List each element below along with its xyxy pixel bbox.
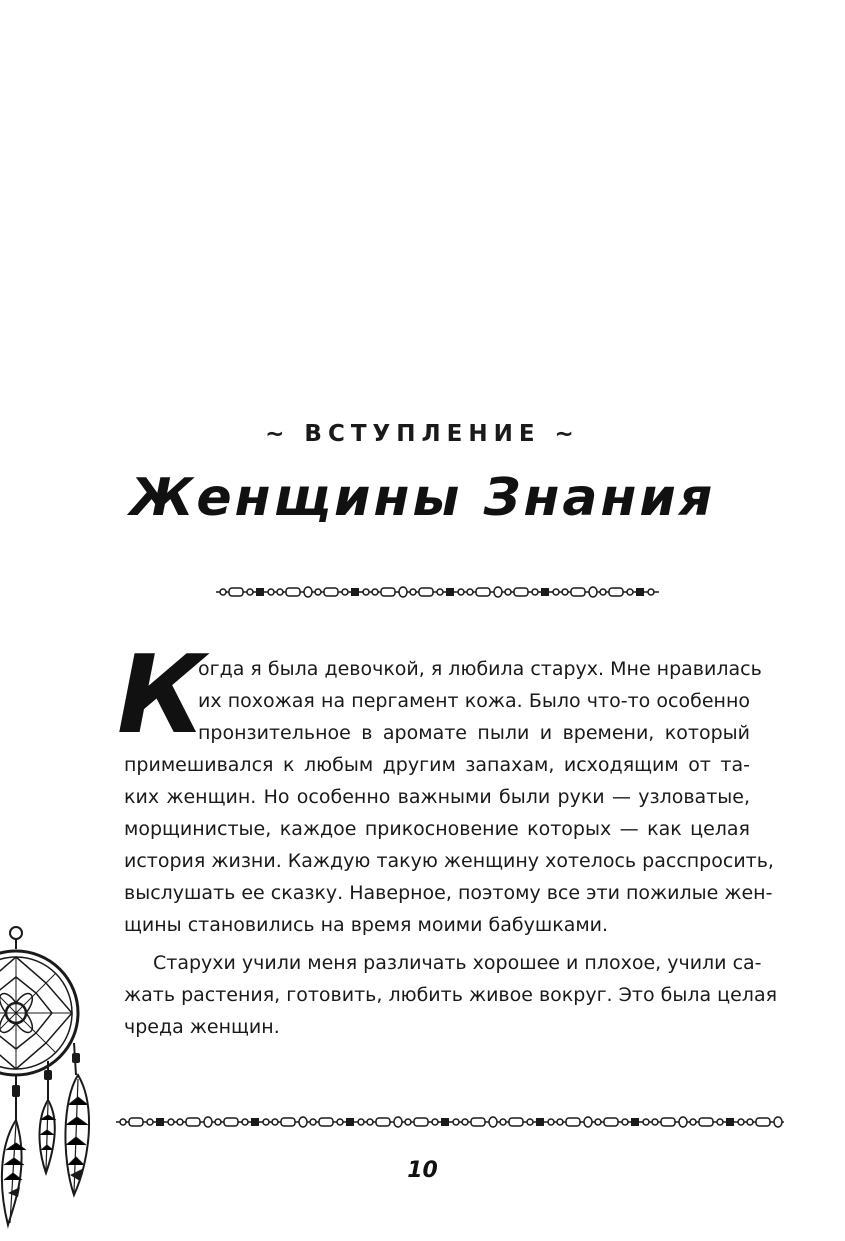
bead: [471, 1118, 485, 1126]
bead: [414, 1118, 428, 1126]
bead: [571, 588, 585, 596]
bead: [536, 1118, 544, 1126]
bead: [441, 1118, 449, 1126]
bead: [399, 587, 407, 597]
bead: [220, 589, 226, 595]
bead: [589, 587, 597, 597]
bead: [147, 1119, 153, 1125]
bead: [627, 589, 633, 595]
bead: [462, 1119, 468, 1125]
bead: [405, 1119, 411, 1125]
bead: [648, 589, 654, 595]
bead: [562, 589, 568, 595]
bead: [346, 1118, 354, 1126]
bead: [661, 1118, 675, 1126]
bead: [251, 1118, 259, 1126]
dreamcatcher-illustration: [0, 925, 112, 1241]
bead: [432, 1119, 438, 1125]
bead: [204, 1117, 212, 1127]
bead: [738, 1119, 744, 1125]
bead: [304, 587, 312, 597]
text-line: ких женщин. Но особенно важными были руки — узловатые,: [124, 786, 750, 808]
bead: [394, 1117, 402, 1127]
bead: [699, 1118, 713, 1126]
bead: [242, 1119, 248, 1125]
bead: [310, 1119, 316, 1125]
bead: [319, 1118, 333, 1126]
bead: [410, 589, 416, 595]
bead: [514, 588, 528, 596]
bead: [584, 1117, 592, 1127]
bead: [509, 1118, 523, 1126]
bead: [557, 1119, 563, 1125]
bead: [747, 1119, 753, 1125]
bead: [494, 587, 502, 597]
bead: [446, 588, 454, 596]
bead: [263, 1119, 269, 1125]
text-line: выслушать ее сказку. Наверное, поэтому все эти пожилые жен-: [124, 882, 773, 904]
bead: [286, 588, 300, 596]
drop-cap: К: [117, 633, 206, 758]
bead: [156, 1118, 164, 1126]
text-line: примешивался к любым другим запахам, исходящим от та-: [124, 754, 750, 776]
text-line: морщинистые, каждое прикосновение которых — как целая: [124, 818, 750, 840]
bead: [774, 1117, 782, 1127]
bead: [566, 1118, 580, 1126]
bead: [476, 588, 490, 596]
bead: [337, 1119, 343, 1125]
bead: [277, 589, 283, 595]
bead: [224, 1118, 238, 1126]
bead: [437, 589, 443, 595]
bead: [177, 1119, 183, 1125]
bead: [679, 1117, 687, 1127]
text-line: огда я была девочкой, я любила старух. Мне нравилась: [198, 658, 762, 680]
bead: [419, 588, 433, 596]
bead: [527, 1119, 533, 1125]
chapter-title: Женщины Знания: [129, 468, 716, 528]
bead: [726, 1118, 734, 1126]
text-line: их похожая на пергамент кожа. Было что-то особенно: [198, 690, 750, 712]
bead: [363, 589, 369, 595]
bead: [367, 1119, 373, 1125]
bead: [247, 589, 253, 595]
bead: [358, 1119, 364, 1125]
bead: [548, 1119, 554, 1125]
bead: [186, 1118, 200, 1126]
bead: [636, 588, 644, 596]
bead: [453, 1119, 459, 1125]
bead: [120, 1119, 126, 1125]
bead: [553, 589, 559, 595]
bead: [272, 1119, 278, 1125]
bead: [376, 1118, 390, 1126]
bead: [595, 1119, 601, 1125]
text-line: жать растения, готовить, любить живое вокруг. Это была целая: [124, 984, 778, 1006]
bead: [256, 588, 264, 596]
page-number: 10: [407, 1158, 438, 1183]
bead: [756, 1118, 770, 1126]
bead: [690, 1119, 696, 1125]
bead: [315, 589, 321, 595]
bead: [532, 589, 538, 595]
bead: [505, 589, 511, 595]
bead: [500, 1119, 506, 1125]
bead: [600, 589, 606, 595]
beaded-divider-bottom: [116, 1110, 784, 1134]
bead: [281, 1118, 295, 1126]
text-line: история жизни. Каждую такую женщину хотелось расспросить,: [124, 850, 774, 872]
bead: [215, 1119, 221, 1125]
bead: [541, 588, 549, 596]
bead: [467, 589, 473, 595]
bead: [372, 589, 378, 595]
bead: [381, 588, 395, 596]
bead: [229, 588, 243, 596]
text-line: чреда женщин.: [124, 1016, 280, 1038]
text-line: Старухи учили меня различать хорошее и плохое, учили са-: [153, 952, 762, 974]
beaded-divider-top: [216, 582, 659, 602]
bead: [604, 1118, 618, 1126]
chapter-label: ~ ВСТУПЛЕНИЕ ~: [265, 421, 580, 447]
bead: [342, 589, 348, 595]
bead: [324, 588, 338, 596]
bead: [622, 1119, 628, 1125]
bead: [351, 588, 359, 596]
bead: [631, 1118, 639, 1126]
bead: [643, 1119, 649, 1125]
text-line: пронзительное в аромате пыли и времени, который: [198, 722, 750, 744]
bead: [129, 1118, 143, 1126]
bead: [609, 588, 623, 596]
bead: [168, 1119, 174, 1125]
text-line: щины становились на время моими бабушками.: [124, 914, 609, 936]
bead: [268, 589, 274, 595]
bead: [652, 1119, 658, 1125]
bead: [489, 1117, 497, 1127]
bead: [458, 589, 464, 595]
bead: [717, 1119, 723, 1125]
bead: [299, 1117, 307, 1127]
